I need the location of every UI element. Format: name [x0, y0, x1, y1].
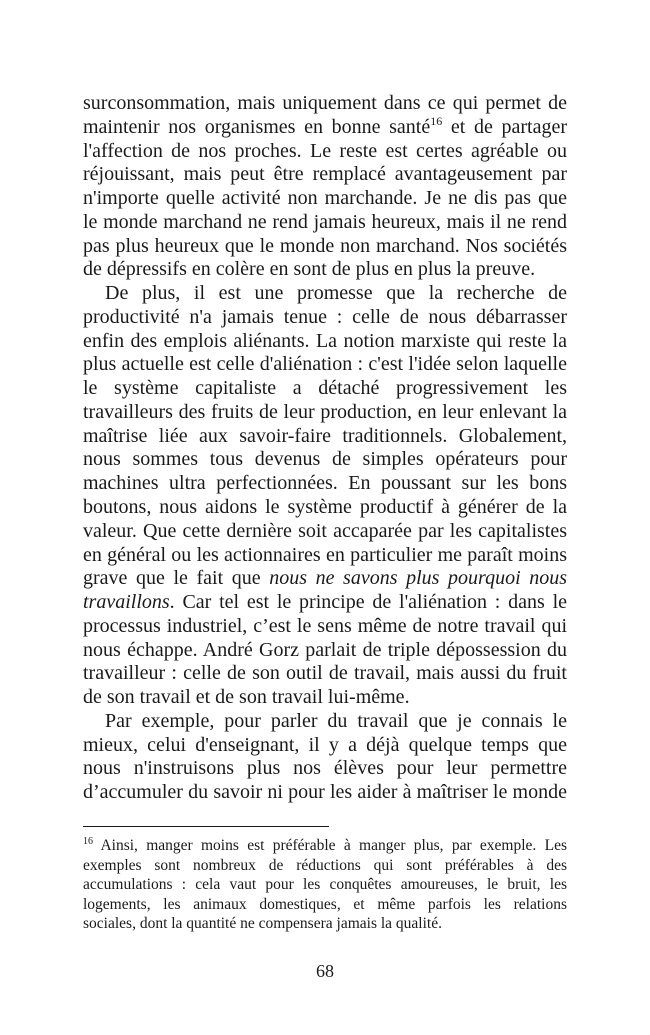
body-line [83, 567, 567, 591]
body-line: processus industriel, c’est le sens même de notre travail qui [83, 614, 567, 637]
body-line: De plus, il est une promesse que la recherche de [105, 282, 567, 305]
footnote-reference: 16 [430, 113, 443, 128]
body-line: travailleur : celle de son outil de travail, mais aussi du fruit [83, 662, 567, 685]
body-line: enfin des emplois aliénants. La notion marxiste qui reste la [83, 329, 567, 352]
body-line-text: grave que le fait que [83, 567, 270, 590]
body-line: nous échappe. André Gorz parlait de triple dépossession du [83, 638, 567, 661]
body-line: n'importe quelle activité non marchande. Je ne dis pas que [83, 187, 567, 210]
body-line: nous n'instruisons plus nos élèves pour leur permettre [83, 757, 567, 780]
body-text [83, 92, 567, 805]
body-line: machines ultra perfectionnées. En poussant sur les bons [83, 472, 567, 495]
body-line: nous sommes tous devenus de simples opérateurs pour [83, 448, 567, 471]
footnote-divider [83, 826, 329, 827]
body-line [83, 591, 567, 615]
page-number: 68 [316, 961, 334, 981]
body-line-text: maintenir nos organismes en bonne santé [83, 115, 431, 138]
body-line-text: et de partager [442, 115, 567, 138]
footnote-line: logements, les animaux domestiques, et même parfois les relations [83, 895, 567, 913]
italic-phrase: nous ne savons plus pourquoi nous [269, 567, 567, 590]
footnote-line: accumulations : cela vaut pour les conquêtes amoureuses, le bruit, les [83, 876, 567, 893]
italic-phrase: travaillons [83, 591, 170, 614]
body-line [83, 113, 567, 140]
footnote-line: sociales, dont la quantité ne compensera jamais la qualité. [83, 915, 442, 932]
body-line: d’accumuler du savoir ni pour les aider à maîtriser le monde [83, 781, 567, 804]
footnote-marker: 16 [83, 836, 93, 847]
body-line: pas plus heureux que le monde non marchand. Nos sociétés [83, 234, 567, 257]
body-line: travailleurs des fruits de leur production, en leur enlevant la [83, 400, 567, 423]
body-line: mieux, celui d'enseignant, il y a déjà quelque temps que [83, 733, 567, 756]
body-line: productivité n'a jamais tenue : celle de nous débarrasser [83, 305, 567, 328]
body-line: de son travail et de son travail lui-même. [83, 686, 410, 709]
body-line: boutons, nous aidons le système productif à générer de la [83, 496, 567, 519]
body-line: en général ou les actionnaires en particulier me paraît moins [83, 543, 567, 566]
body-line: Par exemple, pour parler du travail que je connais le [105, 709, 567, 732]
footnote [83, 836, 567, 934]
body-line-text: . Car tel est le principe de l'aliénation : dans le [169, 591, 567, 614]
body-line: plus actuelle est celle d'aliénation : c'est l'idée selon laquelle [83, 353, 567, 376]
body-line: l'affection de nos proches. Le reste est certes agréable ou [83, 139, 567, 162]
body-line: le monde marchand ne rend jamais heureux, mais il ne rend [83, 210, 567, 233]
body-line: le système capitaliste a détaché progressivement les [83, 377, 567, 400]
footnote-line-text: Ainsi, manger moins est préférable à manger plus, par exemple. Les [93, 837, 567, 854]
body-line: réjouissant, mais peut être remplacé avantageusement par [83, 163, 567, 186]
footnote-line: exemples sont nombreux de réductions qui sont préférables à des [83, 856, 567, 874]
body-line: valeur. Que cette dernière soit accaparée par les capitalistes [83, 519, 567, 542]
body-line: maîtrise liée aux savoir-faire traditionnels. Globalement, [83, 424, 567, 447]
footnote-line [83, 836, 567, 856]
body-line: de dépressifs en colère en sont de plus en plus la preuve. [83, 258, 536, 281]
body-line: surconsommation, mais uniquement dans ce qui permet de [83, 92, 567, 114]
